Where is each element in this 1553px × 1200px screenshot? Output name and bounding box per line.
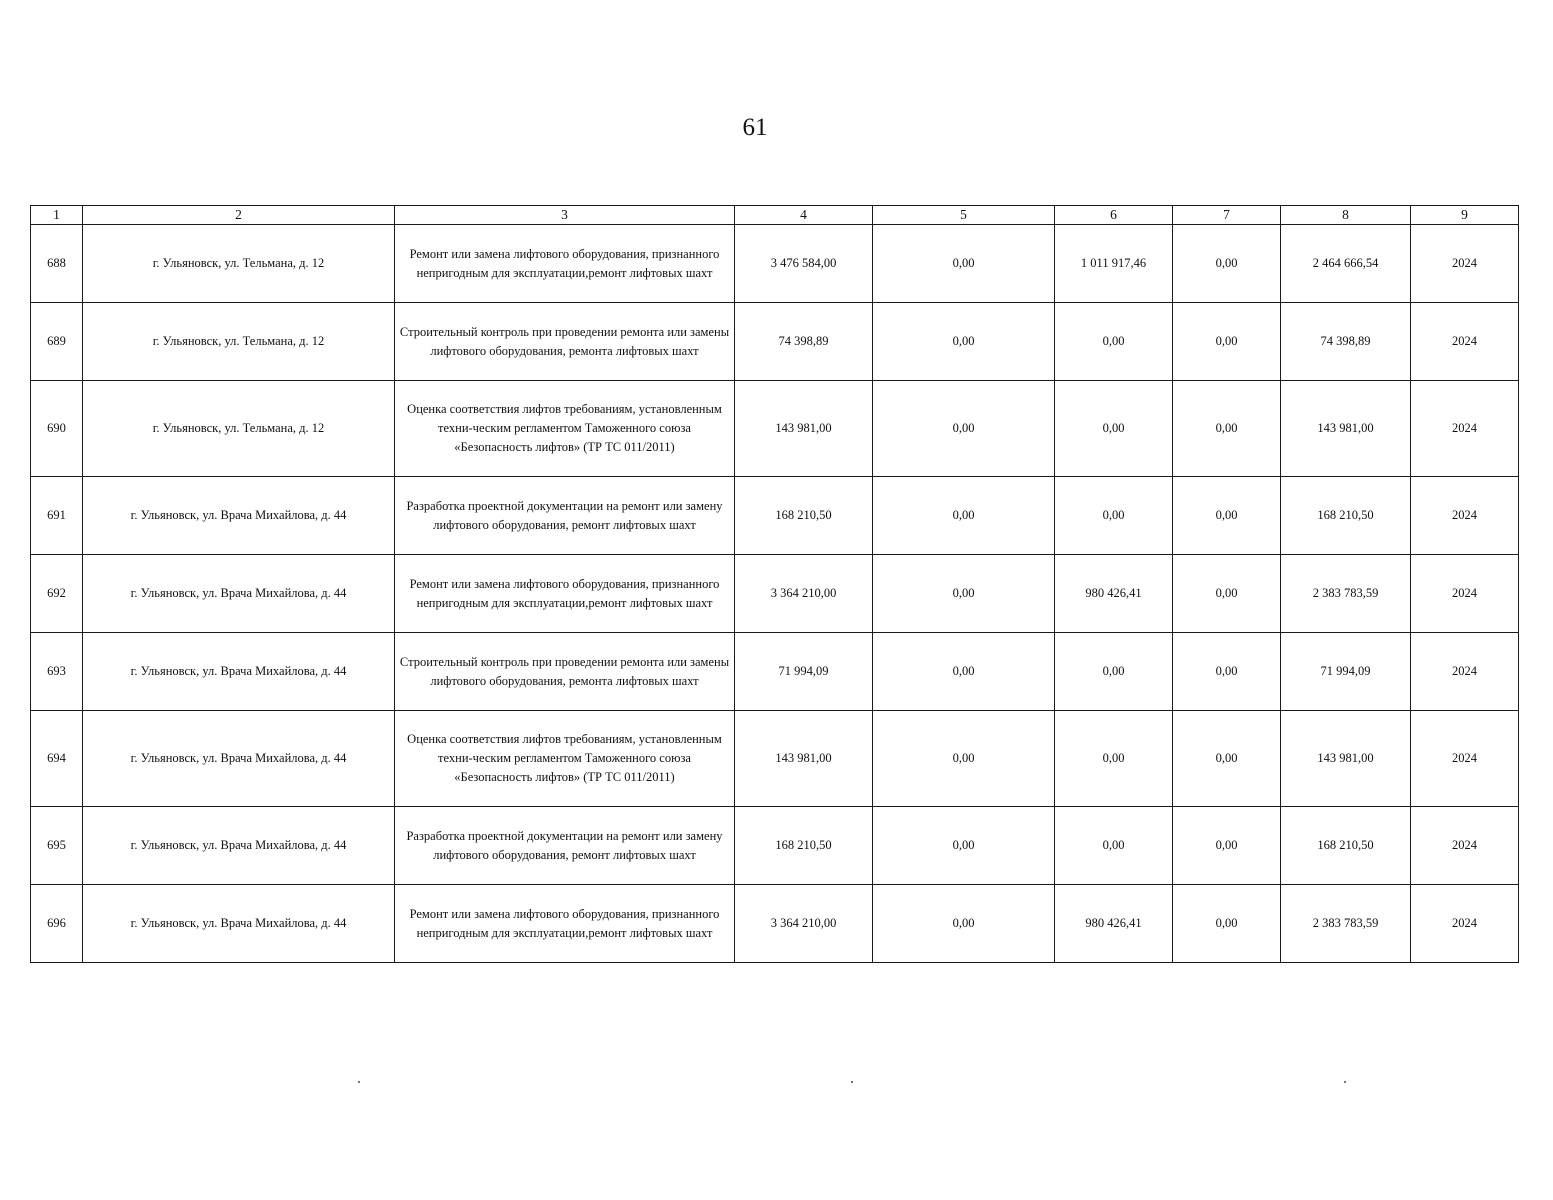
value-cell: 0,00 bbox=[873, 633, 1055, 711]
row-number: 691 bbox=[31, 477, 83, 555]
row-number: 693 bbox=[31, 633, 83, 711]
scan-speck bbox=[1344, 1081, 1346, 1083]
table-row bbox=[31, 555, 1519, 633]
row-number: 689 bbox=[31, 303, 83, 381]
scan-speck bbox=[851, 1081, 853, 1083]
table-row bbox=[31, 633, 1519, 711]
value-cell: 0,00 bbox=[873, 555, 1055, 633]
work-type-cell: Строительный контроль при проведении ремонта или замены лифтового оборудования, ремонта лифтовых шахт bbox=[395, 633, 735, 711]
address-cell: г. Ульяновск, ул. Врача Михайлова, д. 44 bbox=[83, 477, 395, 555]
value-cell: 2 383 783,59 bbox=[1281, 555, 1411, 633]
value-cell: 0,00 bbox=[1055, 477, 1173, 555]
work-type-cell: Ремонт или замена лифтового оборудования, признанного непригодным для эксплуатации,ремонт лифтовых шахт bbox=[395, 885, 735, 963]
capital-repair-table bbox=[30, 205, 1519, 963]
value-cell: 168 210,50 bbox=[1281, 477, 1411, 555]
work-type-cell: Оценка соответствия лифтов требованиям, установленным техни-ческим регламентом Таможенного союза «Безопасность лифтов» (ТР ТС 011/2011) bbox=[395, 381, 735, 477]
table-row bbox=[31, 225, 1519, 303]
column-header: 9 bbox=[1411, 206, 1519, 225]
column-header: 4 bbox=[735, 206, 873, 225]
value-cell: 0,00 bbox=[1173, 633, 1281, 711]
work-type-cell: Разработка проектной документации на ремонт или замену лифтового оборудования, ремонт лифтовых шахт bbox=[395, 477, 735, 555]
value-cell: 168 210,50 bbox=[735, 477, 873, 555]
value-cell: 0,00 bbox=[1173, 711, 1281, 807]
address-cell: г. Ульяновск, ул. Тельмана, д. 12 bbox=[83, 303, 395, 381]
year-cell: 2024 bbox=[1411, 633, 1519, 711]
work-type-cell: Оценка соответствия лифтов требованиям, установленным техни-ческим регламентом Таможенного союза «Безопасность лифтов» (ТР ТС 011/2011) bbox=[395, 711, 735, 807]
value-cell: 0,00 bbox=[873, 885, 1055, 963]
column-header: 5 bbox=[873, 206, 1055, 225]
column-header: 8 bbox=[1281, 206, 1411, 225]
row-number: 694 bbox=[31, 711, 83, 807]
value-cell: 0,00 bbox=[1055, 381, 1173, 477]
value-cell: 168 210,50 bbox=[735, 807, 873, 885]
value-cell: 2 464 666,54 bbox=[1281, 225, 1411, 303]
table-row bbox=[31, 885, 1519, 963]
value-cell: 143 981,00 bbox=[735, 711, 873, 807]
address-cell: г. Ульяновск, ул. Врача Михайлова, д. 44 bbox=[83, 807, 395, 885]
year-cell: 2024 bbox=[1411, 477, 1519, 555]
page-number: 61 bbox=[742, 114, 768, 141]
value-cell: 0,00 bbox=[873, 711, 1055, 807]
value-cell: 1 011 917,46 bbox=[1055, 225, 1173, 303]
value-cell: 0,00 bbox=[1173, 477, 1281, 555]
year-cell: 2024 bbox=[1411, 711, 1519, 807]
table-row bbox=[31, 711, 1519, 807]
column-header: 2 bbox=[83, 206, 395, 225]
value-cell: 0,00 bbox=[1055, 303, 1173, 381]
value-cell: 0,00 bbox=[1173, 555, 1281, 633]
column-header: 1 bbox=[31, 206, 83, 225]
value-cell: 2 383 783,59 bbox=[1281, 885, 1411, 963]
value-cell: 3 364 210,00 bbox=[735, 555, 873, 633]
work-type-cell: Ремонт или замена лифтового оборудования, признанного непригодным для эксплуатации,ремонт лифтовых шахт bbox=[395, 555, 735, 633]
value-cell: 74 398,89 bbox=[1281, 303, 1411, 381]
value-cell: 74 398,89 bbox=[735, 303, 873, 381]
address-cell: г. Ульяновск, ул. Врача Михайлова, д. 44 bbox=[83, 711, 395, 807]
value-cell: 0,00 bbox=[1173, 225, 1281, 303]
column-header: 3 bbox=[395, 206, 735, 225]
value-cell: 0,00 bbox=[873, 807, 1055, 885]
year-cell: 2024 bbox=[1411, 555, 1519, 633]
table-row bbox=[31, 381, 1519, 477]
value-cell: 0,00 bbox=[873, 381, 1055, 477]
address-cell: г. Ульяновск, ул. Тельмана, д. 12 bbox=[83, 225, 395, 303]
year-cell: 2024 bbox=[1411, 303, 1519, 381]
row-number: 696 bbox=[31, 885, 83, 963]
column-header: 6 bbox=[1055, 206, 1173, 225]
row-number: 690 bbox=[31, 381, 83, 477]
value-cell: 143 981,00 bbox=[1281, 711, 1411, 807]
value-cell: 0,00 bbox=[1055, 633, 1173, 711]
value-cell: 0,00 bbox=[873, 225, 1055, 303]
year-cell: 2024 bbox=[1411, 807, 1519, 885]
table-row bbox=[31, 477, 1519, 555]
value-cell: 3 476 584,00 bbox=[735, 225, 873, 303]
value-cell: 143 981,00 bbox=[1281, 381, 1411, 477]
table-row bbox=[31, 807, 1519, 885]
value-cell: 0,00 bbox=[1173, 807, 1281, 885]
work-type-cell: Ремонт или замена лифтового оборудования, признанного непригодным для эксплуатации,ремонт лифтовых шахт bbox=[395, 225, 735, 303]
address-cell: г. Ульяновск, ул. Врача Михайлова, д. 44 bbox=[83, 633, 395, 711]
value-cell: 71 994,09 bbox=[1281, 633, 1411, 711]
value-cell: 0,00 bbox=[1173, 885, 1281, 963]
row-number: 695 bbox=[31, 807, 83, 885]
column-header: 7 bbox=[1173, 206, 1281, 225]
address-cell: г. Ульяновск, ул. Тельмана, д. 12 bbox=[83, 381, 395, 477]
value-cell: 980 426,41 bbox=[1055, 555, 1173, 633]
value-cell: 0,00 bbox=[1173, 381, 1281, 477]
work-type-cell: Разработка проектной документации на ремонт или замену лифтового оборудования, ремонт лифтовых шахт bbox=[395, 807, 735, 885]
scan-speck bbox=[358, 1081, 360, 1083]
column-number-row bbox=[31, 206, 1519, 225]
row-number: 692 bbox=[31, 555, 83, 633]
address-cell: г. Ульяновск, ул. Врача Михайлова, д. 44 bbox=[83, 885, 395, 963]
value-cell: 71 994,09 bbox=[735, 633, 873, 711]
value-cell: 168 210,50 bbox=[1281, 807, 1411, 885]
value-cell: 0,00 bbox=[1055, 807, 1173, 885]
value-cell: 980 426,41 bbox=[1055, 885, 1173, 963]
value-cell: 0,00 bbox=[1055, 711, 1173, 807]
value-cell: 0,00 bbox=[873, 477, 1055, 555]
year-cell: 2024 bbox=[1411, 381, 1519, 477]
value-cell: 0,00 bbox=[873, 303, 1055, 381]
year-cell: 2024 bbox=[1411, 225, 1519, 303]
work-type-cell: Строительный контроль при проведении ремонта или замены лифтового оборудования, ремонта лифтовых шахт bbox=[395, 303, 735, 381]
row-number: 688 bbox=[31, 225, 83, 303]
table-row bbox=[31, 303, 1519, 381]
value-cell: 3 364 210,00 bbox=[735, 885, 873, 963]
year-cell: 2024 bbox=[1411, 885, 1519, 963]
value-cell: 0,00 bbox=[1173, 303, 1281, 381]
address-cell: г. Ульяновск, ул. Врача Михайлова, д. 44 bbox=[83, 555, 395, 633]
value-cell: 143 981,00 bbox=[735, 381, 873, 477]
